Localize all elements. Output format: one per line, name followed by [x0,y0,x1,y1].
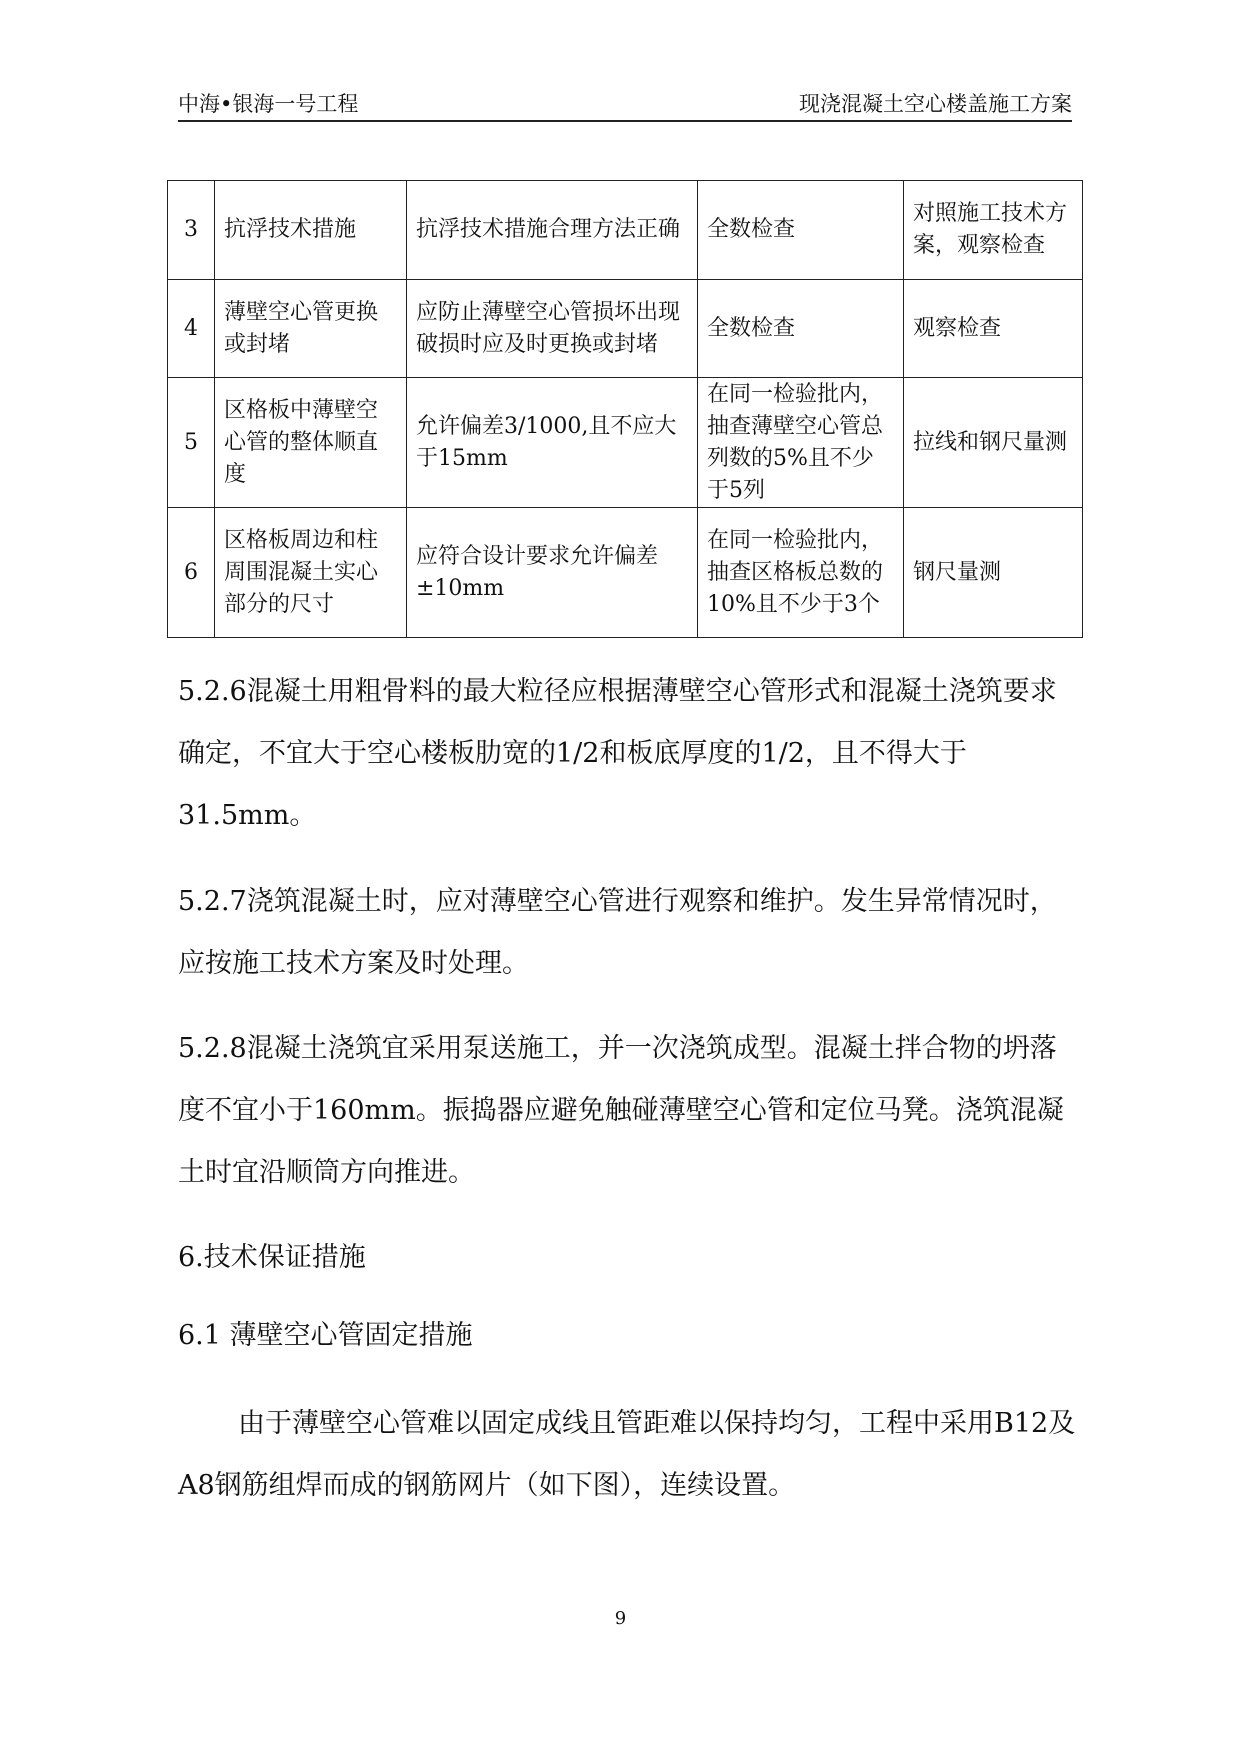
inspection-item: 区格板周边和柱周围混凝土实心部分的尺寸 [215,508,407,638]
inspection-method: 拉线和钢尺量测 [904,378,1083,508]
inspection-quantity: 在同一检验批内，抽查区格板总数的10%且不少于3个 [698,508,904,638]
inspection-requirement: 应防止薄壁空心管损坏出现破损时应及时更换或封堵 [407,280,698,378]
paragraph-6-1: 由于薄壁空心管难以固定成线且管距难以保持均匀，工程中采用B12及A8钢筋组焊而成的钢筋网片（如下图），连续设置。 [178,1408,1076,1501]
inspection-table [167,180,1083,638]
inspection-quantity: 全数检查 [698,181,904,280]
paragraph-5-2-7: 5.2.7浇筑混凝土时，应对薄壁空心管进行观察和维护。发生异常情况时，应按施工技术方案及时处理。 [178,886,1057,979]
inspection-method: 钢尺量测 [904,508,1083,638]
inspection-requirement: 抗浮技术措施合理方法正确 [407,181,698,280]
header-document-title: 现浇混凝土空心楼盖施工方案 [799,92,1072,116]
table-row [168,181,1083,280]
inspection-requirement: 允许偏差3/1000,且不应大于15mm [407,378,698,508]
inspection-item: 区格板中薄壁空心管的整体顺直度 [215,378,407,508]
section-heading: 6.技术保证措施 [178,1242,366,1273]
table-row [168,508,1083,638]
paragraph-5-2-6: 5.2.6混凝土用粗骨料的最大粒径应根据薄壁空心管形式和混凝土浇筑要求确定，不宜大于空心楼板肋宽的1/2和板底厚度的1/2，且不得大于31.5mm。 [178,676,1057,831]
inspection-item: 薄壁空心管更换或封堵 [215,280,407,378]
table-row [168,378,1083,508]
inspection-item: 抗浮技术措施 [215,181,407,280]
inspection-requirement: 应符合设计要求允许偏差±10mm [407,508,698,638]
inspection-quantity: 在同一检验批内，抽查薄壁空心管总列数的5%且不少于5列 [698,378,904,508]
row-number: 6 [168,508,215,638]
inspection-quantity: 全数检查 [698,280,904,378]
page-number: 9 [614,1608,627,1629]
inspection-method: 观察检查 [904,280,1083,378]
row-number: 3 [168,181,215,280]
row-number: 4 [168,280,215,378]
paragraph-5-2-8: 5.2.8混凝土浇筑宜采用泵送施工，并一次浇筑成型。混凝土拌合物的坍落度不宜小于160mm。振捣器应避免触碰薄壁空心管和定位马凳。浇筑混凝土时宜沿顺筒方向推进。 [178,1033,1064,1188]
header-project-name: 中海•银海一号工程 [178,92,359,116]
inspection-method: 对照施工技术方案，观察检查 [904,181,1083,280]
page-header [178,86,1072,122]
subsection-heading: 6.1 薄壁空心管固定措施 [178,1320,473,1351]
table-row [168,280,1083,378]
row-number: 5 [168,378,215,508]
